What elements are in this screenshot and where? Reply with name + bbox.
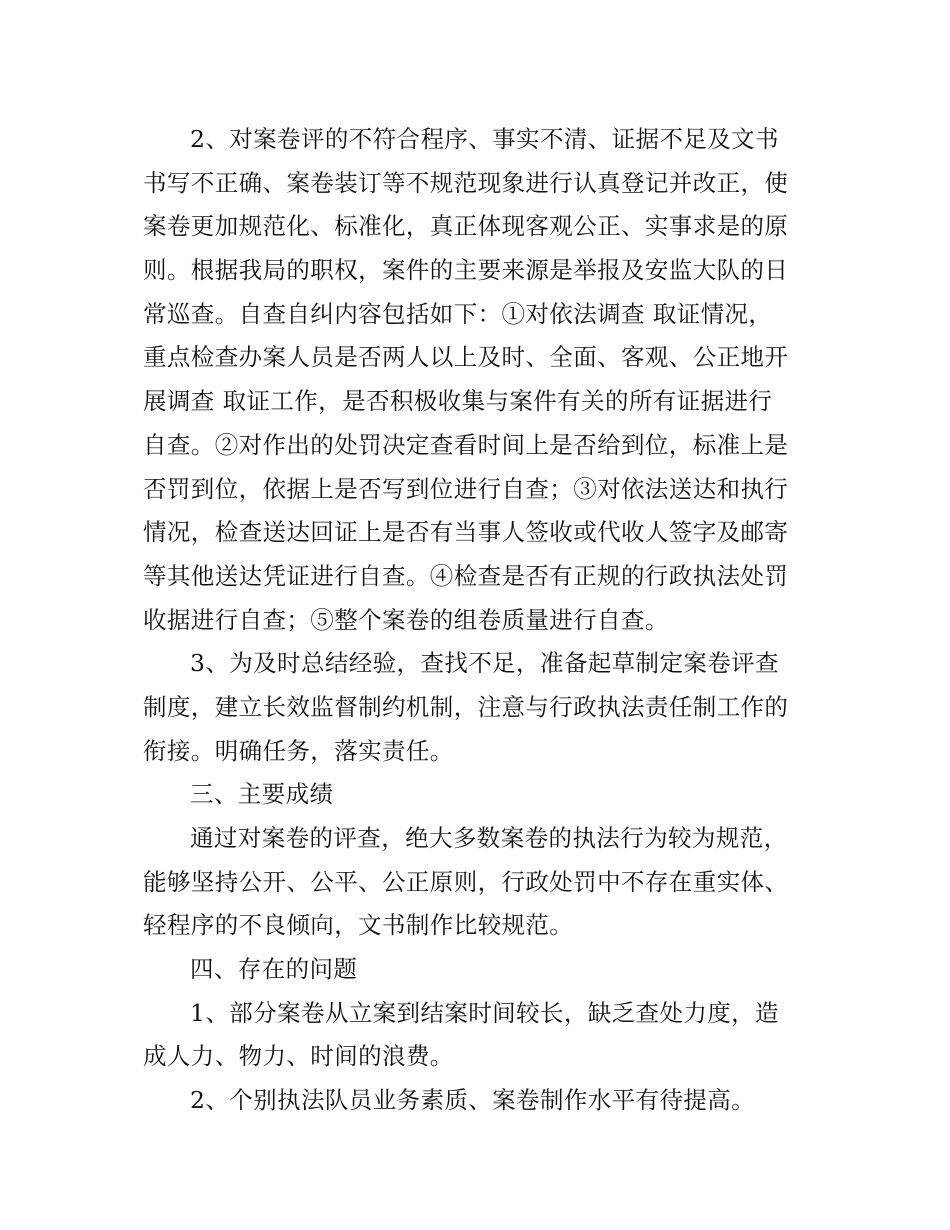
text-line: 四、存在的问题 bbox=[190, 955, 358, 984]
paragraph-heading-problems bbox=[143, 948, 813, 992]
paragraph-problem-2 bbox=[143, 1079, 813, 1123]
paragraph-item-2 bbox=[143, 118, 813, 642]
paragraph-item-3 bbox=[143, 642, 813, 773]
paragraph-achievements-body bbox=[143, 817, 813, 948]
text-line: 衔接。明确任务，落实责任。 bbox=[143, 736, 454, 765]
text-line: 收据进行自查；⑤整个案卷的组卷质量进行自查。 bbox=[143, 605, 669, 634]
text-line: 情况，检查送达回证上是否有当事人签收或代收人签字及邮寄 bbox=[143, 518, 789, 547]
document-page bbox=[143, 118, 813, 1123]
paragraph-heading-achievements bbox=[143, 773, 813, 817]
text-line: 2、对案卷评的不符合程序、事实不清、证据不足及文书 bbox=[190, 125, 779, 153]
text-line: 3、为及时总结经验，查找不足，准备起草制定案卷评查 bbox=[190, 649, 779, 678]
text-line: 自查。②对作出的处罚决定查看时间上是否给到位，标准上是 bbox=[143, 430, 789, 459]
paragraph-problem-1 bbox=[143, 992, 813, 1079]
text-line: 通过对案卷的评查，绝大多数案卷的执法行为较为规范， bbox=[190, 824, 788, 852]
text-line: 等其他送达凭证进行自查。④检查是否有正规的行政执法处罚 bbox=[143, 561, 789, 590]
text-line: 则。根据我局的职权，案件的主要来源是举报及安监大队的日 bbox=[143, 256, 789, 285]
text-line: 制度，建立长效监督制约机制，注意与行政执法责任制工作的 bbox=[143, 692, 789, 721]
text-line: 成人力、物力、时间的浪费。 bbox=[143, 1042, 454, 1071]
text-line: 否罚到位，依据上是否写到位进行自查；③对依法送达和执行 bbox=[143, 474, 789, 503]
text-line: 案卷更加规范化、标准化，真正体现客观公正、实事求是的原 bbox=[143, 212, 789, 241]
text-line: 1、部分案卷从立案到结案时间较长，缺乏查处力度，造 bbox=[190, 998, 779, 1027]
text-line: 书写不正确、案卷装订等不规范现象进行认真登记并改正，使 bbox=[143, 168, 789, 197]
text-line: 重点检查办案人员是否两人以上及时、全面、客观、公正地开 bbox=[143, 343, 789, 372]
text-line: 轻程序的不良倾向，文书制作比较规范。 bbox=[143, 911, 574, 940]
text-line: 能够坚持公开、公平、公正原则，行政处罚中不存在重实体、 bbox=[143, 867, 789, 896]
text-line: 常巡查。自查自纠内容包括如下：①对依法调查 取证情况， bbox=[143, 299, 773, 328]
text-line: 2、个别执法队员业务素质、案卷制作水平有待提高。 bbox=[190, 1086, 756, 1115]
text-line: 三、主要成绩 bbox=[190, 780, 334, 809]
text-line: 展调查 取证工作，是否积极收集与案件有关的所有证据进行 bbox=[143, 387, 773, 416]
